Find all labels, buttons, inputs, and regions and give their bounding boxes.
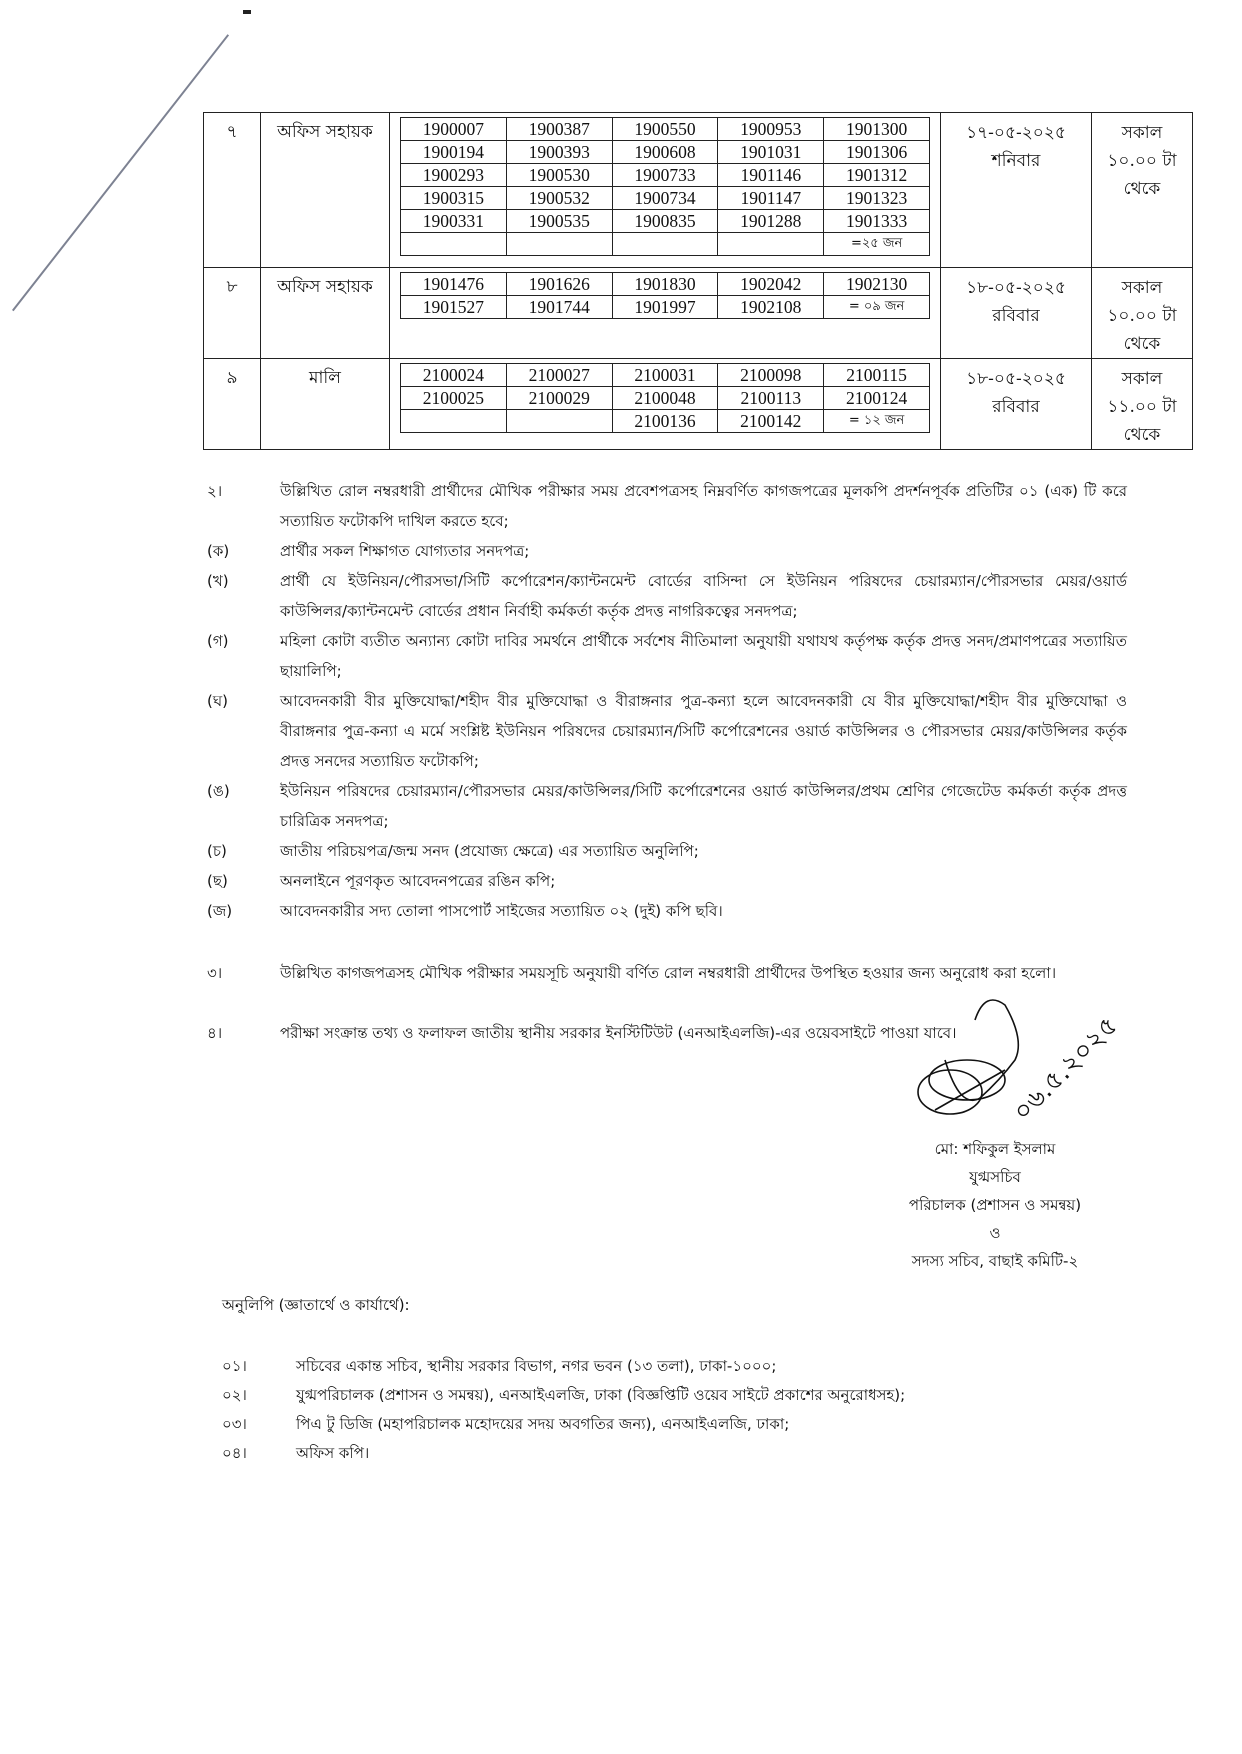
item-text: আবেদনকারী বীর মুক্তিযোদ্ধা/শহীদ বীর মুক্তিযোদ্ধা ও বীরাঙ্গনার পুত্র-কন্যা হলে আবেদনকারী যে বীর মুক্তিযোদ্ধা/শহীদ বীর মুক্তিযোদ্ধা ও বীরাঙ্গনার পুত্র-কন্যা এ মর্মে সংশ্লিষ্ট ইউনিয়ন পরিষদের চেয়ারম্যান/সিটি কর্পোরেশনের ওয়ার্ড কাউন্সিলর ও পৌরসভার মেয়র/কাউন্সিলর কর্তৃক প্রদত্ত সনদের সত্যায়িত ফটোকপি;	[280, 692, 1127, 770]
copy-number: ০২।	[222, 1386, 247, 1404]
paragraph-text: পরীক্ষা সংক্রান্ত তথ্য ও ফলাফল জাতীয় স্থানীয় সরকার ইনস্টিটিউট (এনআইএলজি)-এর ওয়েবসাইটে পাওয়া যাবে।	[280, 1024, 957, 1042]
roll-number: 1901744	[506, 296, 612, 319]
time-line: থেকে	[1123, 179, 1161, 199]
roll-row	[401, 410, 930, 433]
item-label: (চ)	[207, 842, 227, 860]
time-cell	[1092, 268, 1193, 359]
roll-number: 1900835	[612, 210, 718, 233]
item-text: আবেদনকারীর সদ্য তোলা পাসপোর্ট সাইজের সত্যায়িত ০২ (দুই) কপি ছবি।	[280, 902, 723, 920]
item-label: (ঙ)	[207, 782, 230, 800]
date-cell	[941, 268, 1092, 359]
table-row	[204, 113, 1193, 268]
roll-number: 2100115	[824, 364, 930, 387]
time-line: থেকে	[1123, 334, 1161, 354]
roll-row	[401, 187, 930, 210]
roll-number: 1902042	[718, 273, 824, 296]
document-item	[207, 626, 1127, 686]
item-label: (ছ)	[207, 872, 228, 890]
roll-number: 1901306	[824, 141, 930, 164]
time-line: সকাল	[1121, 278, 1163, 298]
item-label: (ক)	[207, 542, 230, 560]
document-item	[207, 566, 1127, 626]
copy-item	[222, 1381, 1142, 1410]
roll-number: 1900315	[401, 187, 507, 210]
post-cell: অফিস সহায়ক	[261, 268, 390, 359]
item-text: প্রার্থী যে ইউনিয়ন/পৌরসভা/সিটি কর্পোরেশন/ক্যান্টনমেন্ট বোর্ডের বাসিন্দা সে ইউনিয়ন পরিষদের চেয়ারম্যান/পৌরসভার মেয়র/ওয়ার্ড কাউন্সিলর/ক্যান্টনমেন্ট বোর্ডের প্রধান নির্বাহী কর্মকর্তা কর্তৃক প্রদত্ত নাগরিকত্বের সনদপত্র;	[280, 572, 1127, 620]
roll-grid	[400, 363, 930, 433]
document-item	[207, 686, 1127, 776]
copy-text: যুগ্মপরিচালক (প্রশাসন ও সমন্বয়), এনআইএলজি, ঢাকা (বিজ্ঞপ্তিটি ওয়েব সাইটে প্রকাশের অনুরোধসহ);	[296, 1386, 906, 1404]
copy-item	[222, 1439, 1142, 1468]
roll-numbers-cell	[390, 359, 941, 450]
copy-number: ০৪।	[222, 1444, 247, 1462]
handwritten-signature	[905, 1000, 1124, 1128]
time-line: ১০.০০ টা	[1107, 306, 1177, 326]
roll-number: 1901031	[718, 141, 824, 164]
roll-row	[401, 118, 930, 141]
serial-cell: ৮	[204, 268, 261, 359]
serial-cell: ৯	[204, 359, 261, 450]
roll-number	[401, 233, 507, 256]
roll-number: 1902130	[824, 273, 930, 296]
roll-number: 1901288	[718, 210, 824, 233]
signatory-block	[820, 1135, 1170, 1275]
time-line: থেকে	[1123, 425, 1161, 445]
signatory-name: মো: শফিকুল ইসলাম	[934, 1140, 1056, 1158]
exam-day: রবিবার	[992, 397, 1040, 417]
roll-row	[401, 273, 930, 296]
roll-number: 1902108	[718, 296, 824, 319]
scan-edge-mark	[243, 10, 251, 14]
roll-number: 2100024	[401, 364, 507, 387]
paragraph-number: ৪।	[207, 1024, 223, 1042]
roll-number: 1900530	[506, 164, 612, 187]
roll-number: 2100025	[401, 387, 507, 410]
signature-stroke	[929, 1060, 1005, 1100]
copy-item	[222, 1410, 1142, 1439]
roll-row	[401, 210, 930, 233]
roll-grid	[400, 117, 930, 256]
document-item	[207, 536, 1127, 566]
roll-number: 1900733	[612, 164, 718, 187]
signatory-role: পরিচালক (প্রশাসন ও সমন্বয়)	[908, 1196, 1082, 1214]
roll-grid	[400, 272, 930, 319]
time-cell	[1092, 359, 1193, 450]
roll-number: 1900387	[506, 118, 612, 141]
signature-stroke	[935, 1070, 1005, 1110]
roll-number: 1900293	[401, 164, 507, 187]
post-cell: অফিস সহায়ক	[261, 113, 390, 268]
paragraph-item	[207, 958, 1127, 988]
roll-number: 1900194	[401, 141, 507, 164]
roll-number: 1901312	[824, 164, 930, 187]
paragraph-item	[207, 476, 1127, 536]
roll-number: 1901997	[612, 296, 718, 319]
document-item	[207, 866, 1127, 896]
time-line: ১১.০০ টা	[1107, 397, 1177, 417]
roll-number: 1901147	[718, 187, 824, 210]
roll-number: 2100029	[506, 387, 612, 410]
paragraph-number: ৩।	[207, 964, 223, 982]
signature-date: ০৬.৫.২০২৫	[1007, 1010, 1124, 1128]
roll-number: 1901830	[612, 273, 718, 296]
copy-number: ০১।	[222, 1357, 247, 1375]
exam-date: ১৭-০৫-২০২৫	[966, 123, 1066, 143]
copy-list	[222, 1352, 1142, 1468]
document-item	[207, 776, 1127, 836]
roll-number: 2100124	[824, 387, 930, 410]
signatory-committee: সদস্য সচিব, বাছাই কমিটি-২	[911, 1252, 1079, 1270]
candidate-count: = ১২ জন	[824, 410, 930, 433]
time-line: সকাল	[1121, 123, 1163, 143]
roll-number: 1901146	[718, 164, 824, 187]
time-line: সকাল	[1121, 369, 1163, 389]
roll-number: 2100142	[718, 410, 824, 433]
roll-number: 1901323	[824, 187, 930, 210]
roll-number: 2100113	[718, 387, 824, 410]
item-label: (খ)	[207, 572, 229, 590]
item-text: অনলাইনে পূরণকৃত আবেদনপত্রের রঙিন কপি;	[280, 872, 556, 890]
roll-row	[401, 364, 930, 387]
required-documents-list	[207, 536, 1127, 926]
candidate-count: = ০৯ জন	[824, 296, 930, 319]
exam-date: ১৮-০৫-২০২৫	[966, 369, 1066, 389]
roll-number: 1900550	[612, 118, 718, 141]
paragraph-number: ২।	[207, 482, 223, 500]
roll-row	[401, 141, 930, 164]
item-label: (ঘ)	[207, 692, 228, 710]
serial-cell: ৭	[204, 113, 261, 268]
item-text: ইউনিয়ন পরিষদের চেয়ারম্যান/পৌরসভার মেয়র/কাউন্সিলর/সিটি কর্পোরেশনের ওয়ার্ড কাউন্সিলর/প্রথম শ্রেণির গেজেটেড কর্মকর্তা কর্তৃক প্রদত্ত চারিত্রিক সনদপত্র;	[280, 782, 1127, 830]
item-label: (গ)	[207, 632, 229, 650]
exam-date: ১৮-০৫-২০২৫	[966, 278, 1066, 298]
roll-number	[612, 233, 718, 256]
roll-number: 1901527	[401, 296, 507, 319]
item-label: (জ)	[207, 902, 233, 920]
table-row	[204, 359, 1193, 450]
roll-number: 1900535	[506, 210, 612, 233]
signatory-designation: যুগ্মসচিব	[969, 1168, 1021, 1186]
roll-number: 2100048	[612, 387, 718, 410]
roll-number	[401, 410, 507, 433]
roll-number: 2100031	[612, 364, 718, 387]
copy-heading: অনুলিপি (জ্ঞাতার্থে ও কার্যার্থে):	[222, 1296, 410, 1314]
roll-numbers-cell	[390, 113, 941, 268]
roll-number: 1900331	[401, 210, 507, 233]
copy-number: ০৩।	[222, 1415, 247, 1433]
scan-edge-line	[12, 34, 229, 311]
paragraph-text: উল্লিখিত কাগজপত্রসহ মৌখিক পরীক্ষার সময়সূচি অনুযায়ী বর্ণিত রোল নম্বরধারী প্রার্থীদের উপস্থিত হওয়ার জন্য অনুরোধ করা হলো।	[280, 964, 1057, 982]
date-cell	[941, 359, 1092, 450]
item-text: প্রার্থীর সকল শিক্ষাগত যোগ্যতার সনদপত্র;	[280, 542, 530, 560]
roll-number: 1900532	[506, 187, 612, 210]
roll-number: 1901300	[824, 118, 930, 141]
post-cell: মালি	[261, 359, 390, 450]
interview-schedule-table	[203, 112, 1193, 450]
roll-number: 1900953	[718, 118, 824, 141]
roll-row	[401, 164, 930, 187]
exam-day: রবিবার	[992, 306, 1040, 326]
roll-number: 1901476	[401, 273, 507, 296]
candidate-count: =২৫ জন	[824, 233, 930, 256]
copy-item	[222, 1352, 1142, 1381]
document-item	[207, 896, 1127, 926]
signatory-conjunction: ও	[989, 1224, 1001, 1242]
roll-number: 1900007	[401, 118, 507, 141]
roll-number	[506, 233, 612, 256]
time-line: ১০.০০ টা	[1107, 151, 1177, 171]
roll-number: 1900393	[506, 141, 612, 164]
paragraph-text: উল্লিখিত রোল নম্বরধারী প্রার্থীদের মৌখিক পরীক্ষার সময় প্রবেশপত্রসহ নিম্নবর্ণিত কাগজপত্রের মূলকপি প্রদর্শনপূর্বক প্রতিটির ০১ (এক) টি করে সত্যায়িত ফটোকপি দাখিল করতে হবে;	[280, 482, 1127, 530]
roll-number: 1900734	[612, 187, 718, 210]
roll-number: 2100136	[612, 410, 718, 433]
roll-row	[401, 296, 930, 319]
copy-text: পিএ টু ডিজি (মহাপরিচালক মহোদয়ের সদয় অবগতির জন্য), এনআইএলজি, ঢাকা;	[296, 1415, 790, 1433]
item-text: জাতীয় পরিচয়পত্র/জন্ম সনদ (প্রযোজ্য ক্ষেত্রে) এর সত্যায়িত অনুলিপি;	[280, 842, 699, 860]
document-item	[207, 836, 1127, 866]
roll-row	[401, 233, 930, 256]
signature-stroke	[945, 1000, 1018, 1100]
roll-number	[506, 410, 612, 433]
roll-number: 2100098	[718, 364, 824, 387]
time-cell	[1092, 113, 1193, 268]
copy-text: সচিবের একান্ত সচিব, স্থানীয় সরকার বিভাগ, নগর ভবন (১৩ তলা), ঢাকা-১০০০;	[296, 1357, 777, 1375]
paragraph-3	[207, 958, 1127, 988]
roll-number: 1900608	[612, 141, 718, 164]
roll-row	[401, 387, 930, 410]
paragraph-2	[207, 476, 1127, 536]
roll-number: 1901333	[824, 210, 930, 233]
roll-number: 2100027	[506, 364, 612, 387]
exam-day: শনিবার	[991, 151, 1041, 171]
table-row	[204, 268, 1193, 359]
item-text: মহিলা কোটা ব্যতীত অন্যান্য কোটা দাবির সমর্থনে প্রার্থীকে সর্বশেষ নীতিমালা অনুযায়ী যথাযথ কর্তৃপক্ষ কর্তৃক প্রদত্ত সনদ/প্রমাণপত্রের সত্যায়িত ছায়ালিপি;	[280, 632, 1127, 680]
roll-numbers-cell	[390, 268, 941, 359]
copy-text: অফিস কপি।	[296, 1444, 370, 1462]
date-cell	[941, 113, 1092, 268]
roll-number: 1901626	[506, 273, 612, 296]
roll-number	[718, 233, 824, 256]
